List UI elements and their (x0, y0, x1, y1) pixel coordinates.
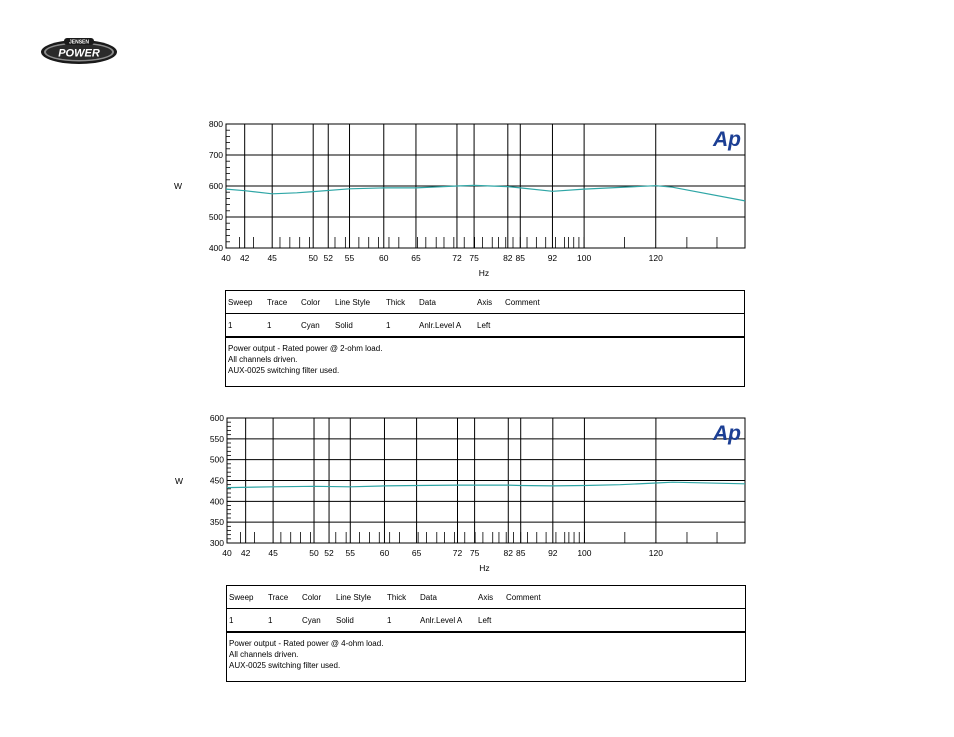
col-line-style: Line Style (336, 593, 372, 602)
x-tick-label: 55 (344, 253, 355, 263)
x-axis-label: Hz (479, 563, 490, 573)
x-tick-label: 45 (268, 548, 278, 558)
x-tick-label: 60 (379, 548, 390, 558)
x-tick-label: 42 (240, 548, 251, 558)
series-line (226, 185, 745, 201)
col-axis: Axis (477, 298, 493, 307)
x-tick-label: 50 (309, 548, 319, 558)
col-trace: Trace (268, 593, 289, 602)
legend-header (226, 291, 744, 314)
x-tick-label: 40 (221, 253, 231, 263)
ap-logo: Ap (713, 422, 741, 445)
x-tick-label: 42 (239, 253, 250, 263)
x-tick-label: 82 (503, 548, 514, 558)
series-line (227, 482, 745, 487)
x-tick-label: 75 (469, 548, 480, 558)
y-tick-label: 400 (208, 243, 223, 253)
x-axis-label: Hz (478, 268, 490, 278)
note-line: AUX-0025 switching filter used. (229, 661, 341, 670)
plot-frame (226, 124, 745, 248)
x-tick-label: 75 (469, 253, 479, 263)
y-tick-label: 700 (208, 150, 223, 160)
cell-line-style: Solid (335, 321, 353, 330)
y-tick-label: 600 (208, 181, 223, 191)
y-tick-label: 500 (208, 212, 223, 222)
col-trace: Trace (267, 298, 288, 307)
y-tick-label: 350 (209, 517, 224, 528)
x-tick-label: 50 (308, 253, 318, 263)
cell-line-style: Solid (336, 616, 354, 625)
x-tick-label: 85 (515, 253, 526, 263)
logo-subtext: JENSEN (68, 39, 90, 46)
notes (227, 633, 745, 675)
notes (226, 338, 744, 380)
legend-header (227, 586, 745, 609)
x-tick-label: 82 (503, 253, 513, 263)
cell-trace: 1 (267, 321, 272, 330)
x-tick-label: 120 (648, 548, 663, 558)
col-sweep: Sweep (228, 298, 253, 307)
cell-trace: 1 (268, 616, 273, 625)
y-tick-label: 800 (208, 119, 223, 129)
col-axis: Axis (478, 593, 494, 602)
y-tick-label: 600 (209, 413, 224, 423)
y-axis-label: W (173, 181, 183, 191)
x-tick-label: 65 (411, 253, 421, 263)
x-tick-label: 120 (648, 253, 663, 263)
x-tick-label: 40 (222, 548, 232, 558)
x-tick-label: 100 (577, 548, 592, 558)
x-tick-label: 55 (345, 548, 356, 558)
note-line: Power output - Rated power @ 2-ohm load. (228, 344, 383, 353)
cell-data: Anlr.Level A (420, 616, 463, 625)
legend-table-4ohm (226, 585, 746, 682)
x-tick-label: 72 (452, 253, 462, 263)
col-comment: Comment (506, 593, 541, 602)
cell-thick: 1 (387, 616, 392, 625)
y-axis-label: W (174, 476, 184, 486)
col-thick: Thick (386, 298, 406, 307)
x-tick-label: 72 (452, 548, 463, 558)
note-line: AUX-0025 switching filter used. (228, 366, 340, 375)
col-sweep: Sweep (229, 593, 254, 602)
note-line: Power output - Rated power @ 4-ohm load. (229, 639, 384, 648)
col-data: Data (419, 298, 436, 307)
x-tick-label: 100 (577, 253, 592, 263)
col-thick: Thick (387, 593, 407, 602)
x-tick-label: 60 (379, 253, 389, 263)
cell-sweep: 1 (229, 616, 234, 625)
x-tick-label: 52 (324, 548, 334, 558)
x-tick-label: 65 (411, 548, 422, 558)
x-tick-label: 92 (547, 253, 558, 263)
cell-color: Cyan (302, 616, 321, 625)
plot-frame (227, 418, 745, 543)
logo-text: POWER (58, 47, 100, 60)
cell-data: Anlr.Level A (419, 321, 462, 330)
note-line: All channels driven. (228, 355, 298, 364)
x-tick-label: 92 (548, 548, 558, 558)
col-color: Color (302, 593, 322, 602)
col-color: Color (301, 298, 321, 307)
legend-row (227, 609, 745, 633)
col-line-style: Line Style (335, 298, 371, 307)
x-tick-label: 85 (515, 548, 526, 558)
cell-axis: Left (477, 321, 491, 330)
y-tick-label: 500 (209, 454, 224, 465)
x-tick-label: 45 (267, 253, 277, 263)
x-tick-label: 52 (323, 253, 333, 263)
ap-logo: Ap (713, 128, 741, 151)
legend-table-2ohm (225, 290, 745, 387)
y-tick-label: 550 (209, 433, 224, 444)
y-tick-label: 450 (209, 475, 224, 486)
col-data: Data (420, 593, 437, 602)
legend-row (226, 314, 744, 338)
cell-thick: 1 (386, 321, 391, 330)
cell-sweep: 1 (228, 321, 233, 330)
y-tick-label: 300 (209, 538, 224, 548)
cell-axis: Left (478, 616, 492, 625)
note-line: All channels driven. (229, 650, 299, 659)
col-comment: Comment (505, 298, 540, 307)
y-tick-label: 400 (209, 496, 224, 507)
brand-logo (40, 36, 118, 66)
cell-color: Cyan (301, 321, 320, 330)
